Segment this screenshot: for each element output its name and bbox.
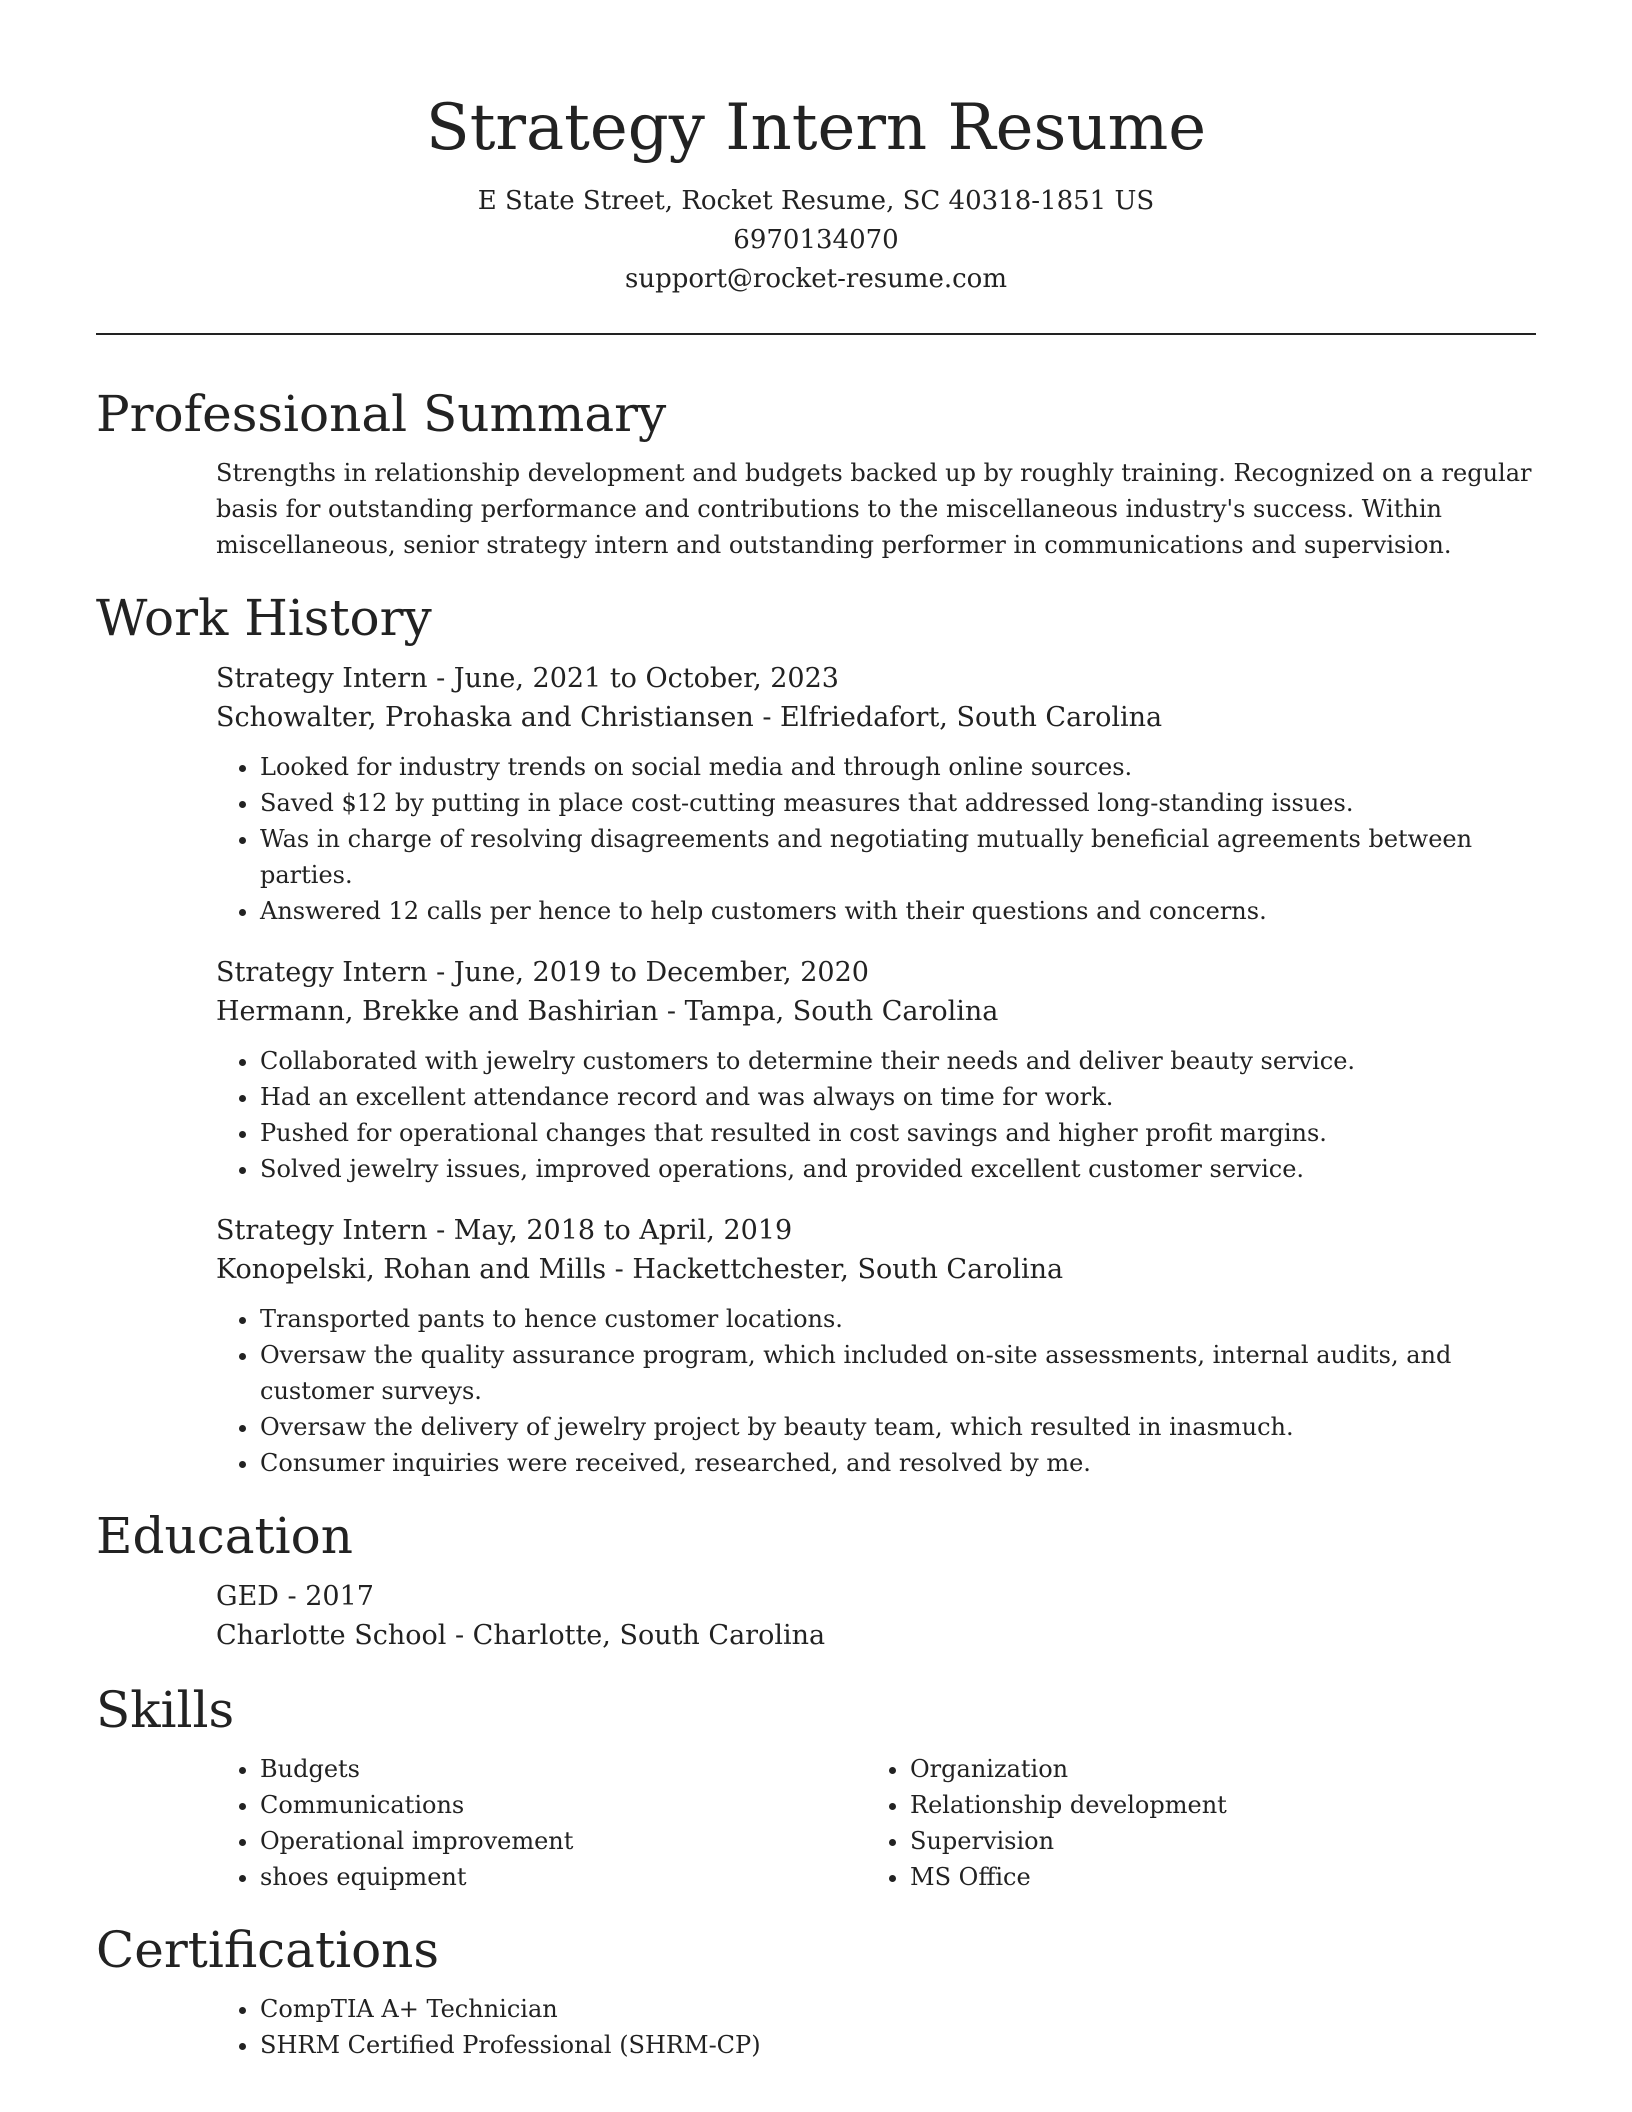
header-divider <box>96 333 1536 335</box>
skills-section <box>96 1677 1536 1895</box>
job-bullet: • Saved $12 by putting in place cost-cutting measures that addressed long-standing issues. <box>260 785 1536 821</box>
job-company: Hermann, Brekke and Bashirian <box>216 996 659 1027</box>
job-bullet: • Collaborated with jewelry customers to determine their needs and deliver beauty service. <box>260 1043 1536 1079</box>
job-bullet: • Transported pants to hence customer locations. <box>260 1301 1536 1337</box>
skills-column-left <box>216 1751 866 1895</box>
job-company-line: Konopelski, Rohan and Mills - Hackettchester, South Carolina <box>216 1254 1064 1285</box>
work-history-heading: Work History <box>96 589 432 647</box>
education-degree-line: GED - 2017 <box>216 1581 374 1612</box>
resume-header <box>96 0 1536 299</box>
summary-text: Strengths in relationship development and budgets backed up by roughly training. Recognized on a regular basis for outstanding performance and contributions to the miscellaneous industry's success. Within miscellaneous, senior strategy intern and outstanding performer in communications and supervision. <box>216 459 1532 559</box>
job-company-line: Schowalter, Prohaska and Christiansen - Elfriedafort, South Carolina <box>216 702 1163 733</box>
skill-item: • MS Office <box>910 1859 1516 1895</box>
resume-title: Strategy Intern Resume <box>425 91 1207 165</box>
job-entry <box>216 953 1536 1187</box>
skills-columns <box>96 1751 1536 1895</box>
education-section <box>96 1503 1536 1655</box>
job-title: Strategy Intern <box>216 1215 428 1246</box>
job-dates: May, 2018 to April, 2019 <box>453 1215 793 1246</box>
job-location: Elfriedafort, South Carolina <box>780 702 1163 733</box>
work-history-section <box>96 585 1536 1481</box>
job-entry <box>216 659 1536 929</box>
job-title: Strategy Intern <box>216 957 428 988</box>
summary-heading: Professional Summary <box>96 385 667 443</box>
job-company-line: Hermann, Brekke and Bashirian - Tampa, South Carolina <box>216 996 999 1027</box>
skill-item: • shoes equipment <box>260 1859 866 1895</box>
certification-list <box>216 1991 1536 2063</box>
resume-page <box>96 0 1536 2112</box>
education-heading: Education <box>96 1507 353 1565</box>
certification-item: • CompTIA A+ Technician <box>260 1991 1536 2027</box>
certifications-section <box>96 1917 1536 2063</box>
job-bullet: • Was in charge of resolving disagreements and negotiating mutually beneficial agreements between parties. <box>260 821 1536 893</box>
job-bullet: • Looked for industry trends on social media and through online sources. <box>260 749 1536 785</box>
job-dates: June, 2019 to December, 2020 <box>453 957 869 988</box>
education-school: Charlotte School <box>216 1620 447 1651</box>
contact-block <box>96 182 1536 299</box>
job-location: Tampa, South Carolina <box>684 996 999 1027</box>
job-bullet: • Answered 12 calls per hence to help customers with their questions and concerns. <box>260 893 1536 929</box>
job-bullet: • Solved jewelry issues, improved operations, and provided excellent customer service. <box>260 1151 1536 1187</box>
job-dates: June, 2021 to October, 2023 <box>453 663 839 694</box>
job-bullet: • Oversaw the quality assurance program, which included on-site assessments, internal audits, and customer surveys. <box>260 1337 1536 1409</box>
contact-email: support@rocket-resume.com <box>624 264 1007 294</box>
job-bullet: • Oversaw the delivery of jewelry project by beauty team, which resulted in inasmuch. <box>260 1409 1536 1445</box>
skill-item: • Communications <box>260 1787 866 1823</box>
contact-address: E State Street, Rocket Resume, SC 40318-1851 US <box>477 186 1155 216</box>
job-title-line: Strategy Intern - May, 2018 to April, 2019 <box>216 1215 793 1246</box>
certification-item: • SHRM Certified Professional (SHRM-CP) <box>260 2027 1536 2063</box>
job-bullets <box>216 1301 1536 1481</box>
job-bullet: • Had an excellent attendance record and was always on time for work. <box>260 1079 1536 1115</box>
contact-phone: 6970134070 <box>733 225 899 255</box>
skills-column-right <box>866 1751 1516 1895</box>
education-school-line: Charlotte School - Charlotte, South Carolina <box>216 1620 826 1651</box>
job-bullet: • Pushed for operational changes that resulted in cost savings and higher profit margins. <box>260 1115 1536 1151</box>
skill-item: • Supervision <box>910 1823 1516 1859</box>
skill-item: • Relationship development <box>910 1787 1516 1823</box>
skill-item: • Operational improvement <box>260 1823 866 1859</box>
job-company: Schowalter, Prohaska and Christiansen <box>216 702 754 733</box>
education-year: 2017 <box>305 1581 374 1612</box>
skill-item: • Budgets <box>260 1751 866 1787</box>
job-entry <box>216 1211 1536 1481</box>
job-bullets <box>216 749 1536 929</box>
skill-item: • Organization <box>910 1751 1516 1787</box>
job-bullet: • Consumer inquiries were received, researched, and resolved by me. <box>260 1445 1536 1481</box>
summary-section <box>96 381 1536 563</box>
job-title-line: Strategy Intern - June, 2021 to October, 2023 <box>216 663 839 694</box>
job-title-line: Strategy Intern - June, 2019 to December, 2020 <box>216 957 869 988</box>
job-location: Hackettchester, South Carolina <box>632 1254 1064 1285</box>
job-title: Strategy Intern <box>216 663 428 694</box>
education-location: Charlotte, South Carolina <box>472 1620 826 1651</box>
education-degree: GED <box>216 1581 279 1612</box>
job-company: Konopelski, Rohan and Mills <box>216 1254 607 1285</box>
certifications-heading: Certifications <box>96 1921 440 1979</box>
job-bullets <box>216 1043 1536 1187</box>
job-list <box>96 659 1536 1481</box>
skills-heading: Skills <box>96 1681 235 1739</box>
